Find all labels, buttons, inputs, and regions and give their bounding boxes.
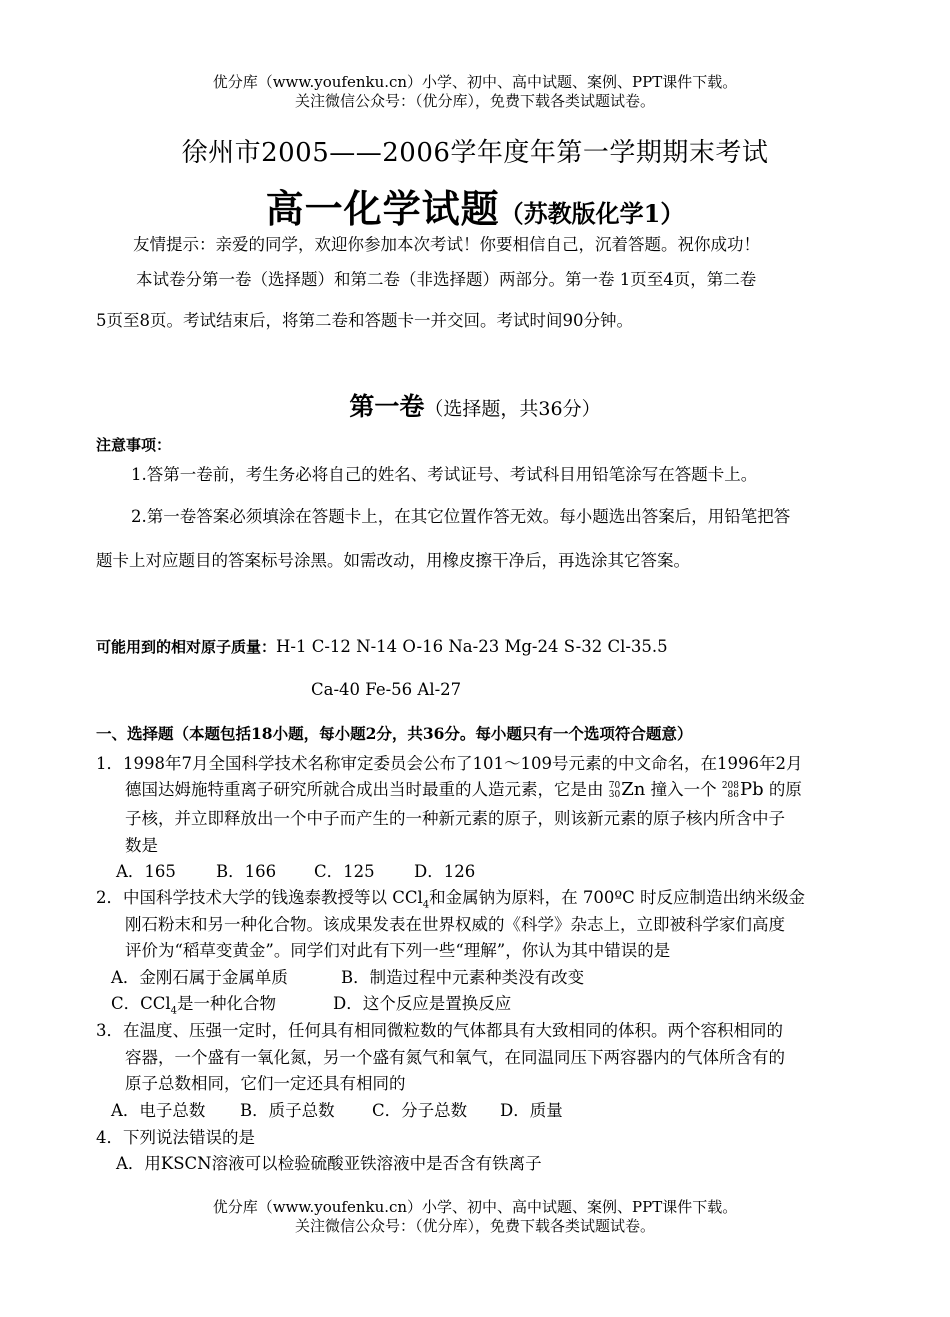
title (0, 178, 950, 233)
zn-nuclide (609, 779, 646, 800)
pb-nuclide (722, 779, 764, 800)
q3-line-1: 3．在温度、压强一定时，任何具有相同微粒数的气体都具有大致相同的体积。两个容积相同的 (96, 1021, 783, 1040)
zn-mass-number: 70 (608, 780, 621, 791)
section-title-main: 第一卷 (349, 392, 425, 421)
q2-option-d: D．这个反应是置换反应 (333, 994, 512, 1013)
pb-symbol: Pb (740, 779, 764, 800)
q2-option-c-b: 是一种化合物 (177, 994, 277, 1013)
q1-line-3: 子核，并立即释放出一个中子而产生的一种新元素的原子，则该新元素的原子核内所含中子 (125, 809, 785, 828)
q2-option-a: A．金刚石属于金属单质 (111, 968, 288, 987)
q2-option-c-subscript: 4 (170, 1005, 178, 1017)
atomic-mass-values-1: H-1 C-12 N-14 O-16 Na-23 Mg-24 S-32 Cl-35.5 (276, 637, 668, 656)
atomic-mass-label: 可能用到的相对原子质量： (96, 638, 277, 656)
q1-option-d: D．126 (414, 862, 476, 881)
q1-line-2c: 的原 (768, 780, 802, 799)
title-main: 高一化学试题 (265, 186, 500, 231)
q4-option-a: A．用KSCN溶液可以检验硫酸亚铁溶液中是否含有铁离子 (116, 1154, 542, 1173)
q2-option-b: B．制造过程中元素种类没有改变 (341, 968, 585, 987)
q1-line-2b: 撞入一个 (650, 780, 717, 799)
part1-header: 一、选择题（本题包括18小题，每小题2分，共36分。每小题只有一个选项符合题意） (96, 724, 693, 743)
intro-line-2: 5页至8页。考试结束后，将第二卷和答题卡一并交回。考试时间90分钟。 (96, 311, 633, 330)
q2-line-3: 评价为“稻草变黄金”。同学们对此有下列一些“理解”，你认为其中错误的是 (125, 941, 671, 960)
zn-symbol: Zn (621, 779, 646, 800)
pb-mass-number: 208 (721, 780, 739, 791)
q1-option-a: A．165 (116, 862, 176, 881)
q1-line-2 (125, 776, 802, 800)
q3-option-c: C．分子总数 (372, 1101, 468, 1120)
pb-atomic-number: 86 (727, 789, 739, 800)
notice-1: 1.答第一卷前，考生务必将自己的姓名、考试证号、考试科目用铅笔涂写在答题卡上。 (131, 465, 758, 484)
footer-line-2: 关注微信公众号：（优分库），免费下载各类试题试卷。 (294, 1217, 655, 1235)
q1-line-4: 数是 (125, 836, 158, 855)
footer-line-1: 优分库（www.youfenku.cn）小学、初中、高中试题、案例、PPT课件下载。 (212, 1198, 738, 1216)
q2-line-2: 刚石粉末和另一种化合物。该成果发表在世界权威的《科学》杂志上，立即被科学家们高度 (125, 915, 785, 934)
notice-label: 注意事项： (96, 436, 172, 454)
q1-option-b: B．166 (216, 862, 277, 881)
atomic-mass-line-2: Ca-40 Fe-56 Al-27 (311, 680, 462, 699)
header-line-1: 优分库（www.youfenku.cn）小学、初中、高中试题、案例、PPT课件下载。 (212, 73, 738, 91)
exam-name: 徐州市2005——2006学年度年第一学期期末考试 (181, 138, 769, 168)
friendly-tip: 友情提示：亲爱的同学，欢迎你参加本次考试！你要相信自己，沉着答题。祝你成功！ (133, 235, 760, 254)
q3-line-2: 容器，一个盛有一氧化氮，另一个盛有氮气和氧气，在同温同压下两容器内的气体所含有的 (125, 1048, 785, 1067)
notice-2a: 2.第一卷答案必须填涂在答题卡上，在其它位置作答无效。每小题选出答案后，用铅笔把答 (131, 507, 791, 526)
q2-line-1 (96, 884, 805, 910)
q2-line-1a: 2．中国科学技术大学的钱逸泰教授等以 CCl (96, 888, 423, 907)
zn-atomic-number: 30 (608, 789, 621, 800)
q2-option-c-a: C．CCl (111, 994, 171, 1013)
q1-line-2a: 德国达姆施特重离子研究所就合成出当时最重的人造元素，它是由 (125, 780, 604, 799)
section-title-sub: （选择题，共36分） (424, 398, 601, 420)
atomic-mass-line-1 (96, 636, 668, 657)
section-title (0, 387, 950, 423)
title-sub: （苏教版化学1） (499, 199, 685, 228)
q2-subscript: 4 (422, 899, 430, 911)
q3-option-b: B．质子总数 (240, 1101, 335, 1120)
q2-line-1b: 和金属钠为原料，在 700ºC 时反应制造出纳米级金 (429, 888, 806, 907)
q3-line-3: 原子总数相同，它们一定还具有相同的 (125, 1074, 406, 1093)
q1-line-1: 1．1998年7月全国科学技术名称审定委员会公布了101～109号元素的中文命名，在1996年2月 (96, 754, 803, 773)
q3-option-a: A．电子总数 (111, 1101, 206, 1120)
q1-option-c: C．125 (314, 862, 375, 881)
header-line-2: 关注微信公众号：（优分库），免费下载各类试题试卷。 (294, 92, 655, 110)
q2-option-c (111, 990, 276, 1016)
q4-line-1: 4．下列说法错误的是 (96, 1128, 255, 1147)
notice-2b: 题卡上对应题目的答案标号涂黑。如需改动，用橡皮擦干净后，再选涂其它答案。 (96, 551, 690, 570)
q3-option-d: D．质量 (500, 1101, 563, 1120)
intro-line-1: 本试卷分第一卷（选择题）和第二卷（非选择题）两部分。第一卷 1页至4页，第二卷 (136, 270, 757, 289)
